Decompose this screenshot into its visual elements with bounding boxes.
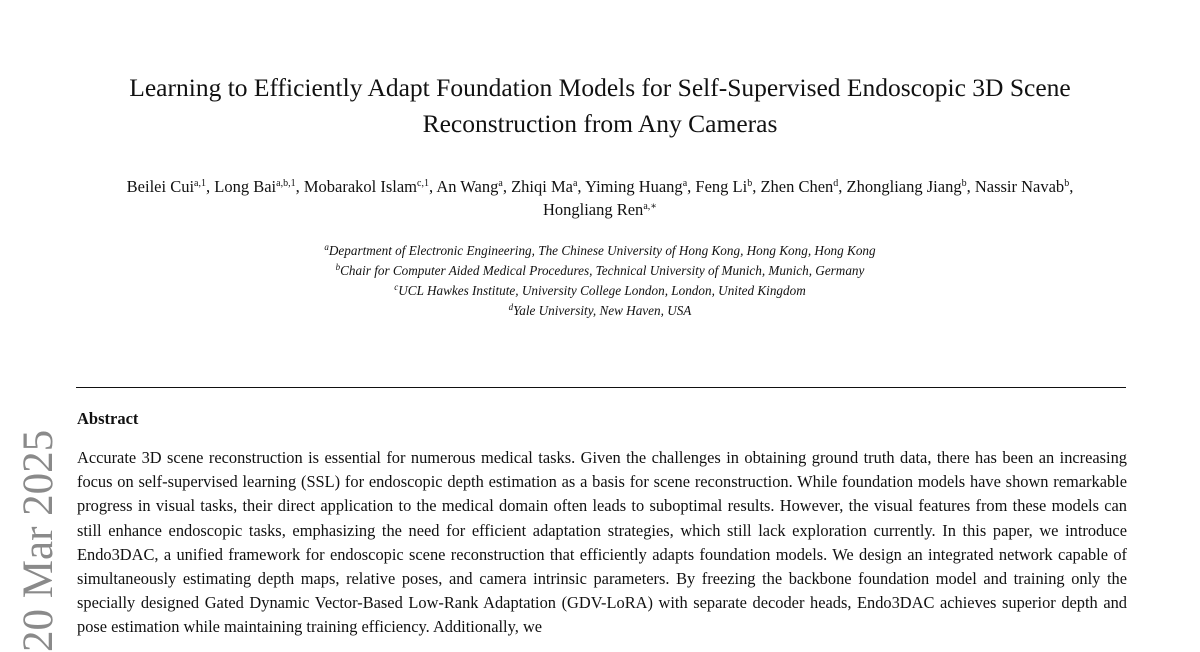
affiliation <box>150 241 1050 261</box>
author-list: Beilei Cui$^{a,1}$, Long Bai$^{a,b,1}$, Mobarakol Islam$^{c,1}$, An Wang$^a$, Zhiqi Ma$^a$, Yiming Huang$^a$, Feng Li$^b$, Zhen Chen$^d$, Zhongliang Jiang$^b$, Nassir Navab$^b$, Hongliang Ren$^{a,∗}$ <box>126 177 1074 219</box>
author-affiliation-mark: a <box>572 178 578 189</box>
author-name: Nassir Navab <box>974 177 1065 196</box>
author-name: Yiming Huang <box>585 177 683 196</box>
affiliation <box>150 301 1050 321</box>
arxiv-date-stamp: 20 Mar 2025 <box>15 429 62 652</box>
author-affiliation-mark: a,b,1 <box>276 178 296 189</box>
author-affiliation-mark: a <box>498 178 503 189</box>
author-affiliation-mark: c,1 <box>417 178 429 189</box>
author-affiliation-mark: b <box>961 178 967 189</box>
affiliation-mark: b <box>335 262 341 272</box>
abstract-body: Accurate 3D scene reconstruction is essential for numerous medical tasks. Given the challenges in obtaining ground truth data, there has been an increasing focus on self-supervised learning (SSL) for endoscopic depth estimation as a basis for scene reconstruction. While foundation models have shown remarkable progress in visual tasks, their direct application to the medical domain often leads to suboptimal results. However, the visual features from these models can still enhance endoscopic tasks, emphasizing the need for efficient adaptation strategies, which still lack exploration currently. In this paper, we introduce Endo3DAC, a unified framework for endoscopic scene reconstruction that efficiently adapts foundation models. We design an integrated network capable of simultaneously estimating depth maps, relative poses, and camera intrinsic parameters. By freezing the backbone foundation model and training only the specially designed Gated Dynamic Vector-Based Low-Rank Adaptation (GDV-LoRA) with separate decoder heads, Endo3DAC achieves superior depth and pose estimation while maintaining training efficiency. Additionally, we <box>77 448 1127 637</box>
author-affiliation-mark: a,∗ <box>643 201 658 212</box>
author <box>695 177 752 196</box>
author-name: Beilei Cui <box>126 177 195 196</box>
affiliation-mark: c <box>394 282 399 292</box>
author-affiliation-mark: d <box>833 178 839 189</box>
author <box>304 177 429 196</box>
author <box>847 177 967 196</box>
affiliation-text: Department of Electronic Engineering, The Chinese University of Hong Kong, Hong Kong, Hong Kong <box>328 243 876 258</box>
affiliation-text: Yale University, New Haven, USA <box>513 303 692 318</box>
author-name: Mobarakol Islam <box>303 177 418 196</box>
affiliation-text: UCL Hawkes Institute, University College London, London, United Kingdom <box>398 283 806 298</box>
affiliation-mark: d <box>508 302 514 312</box>
author <box>214 177 295 196</box>
author-name: Zhiqi Ma <box>511 177 573 196</box>
affiliation <box>150 261 1050 281</box>
title-divider <box>76 387 1126 388</box>
author-name: Long Bai <box>214 177 277 196</box>
affiliation-mark: a <box>324 242 329 252</box>
author-affiliation-mark: a,1 <box>194 178 206 189</box>
author-affiliation-mark: b <box>747 178 753 189</box>
affiliation <box>150 281 1050 301</box>
abstract-heading: Abstract <box>77 409 139 428</box>
author <box>975 177 1069 196</box>
author-name: Hongliang Ren <box>542 200 644 219</box>
author-name: Feng Li <box>695 177 748 196</box>
author <box>543 200 657 219</box>
affiliation-list <box>150 241 1050 321</box>
author <box>760 177 838 196</box>
affiliation-text: Chair for Computer Aided Medical Procedures, Technical University of Munich, Munich, Germany <box>340 263 865 278</box>
author-affiliation-mark: a <box>682 178 688 189</box>
author <box>127 177 206 196</box>
author-name: An Wang <box>436 177 499 196</box>
author-name: Zhongliang Jiang <box>846 177 962 196</box>
author <box>585 177 687 196</box>
paper-title: Learning to Efficiently Adapt Foundation Models for Self-Supervised Endoscopic 3D Scene Reconstruction from Any Cameras <box>129 73 1071 138</box>
author <box>436 177 503 196</box>
author-name: Zhen Chen <box>760 177 834 196</box>
author <box>511 177 577 196</box>
author-affiliation-mark: b <box>1064 178 1070 189</box>
